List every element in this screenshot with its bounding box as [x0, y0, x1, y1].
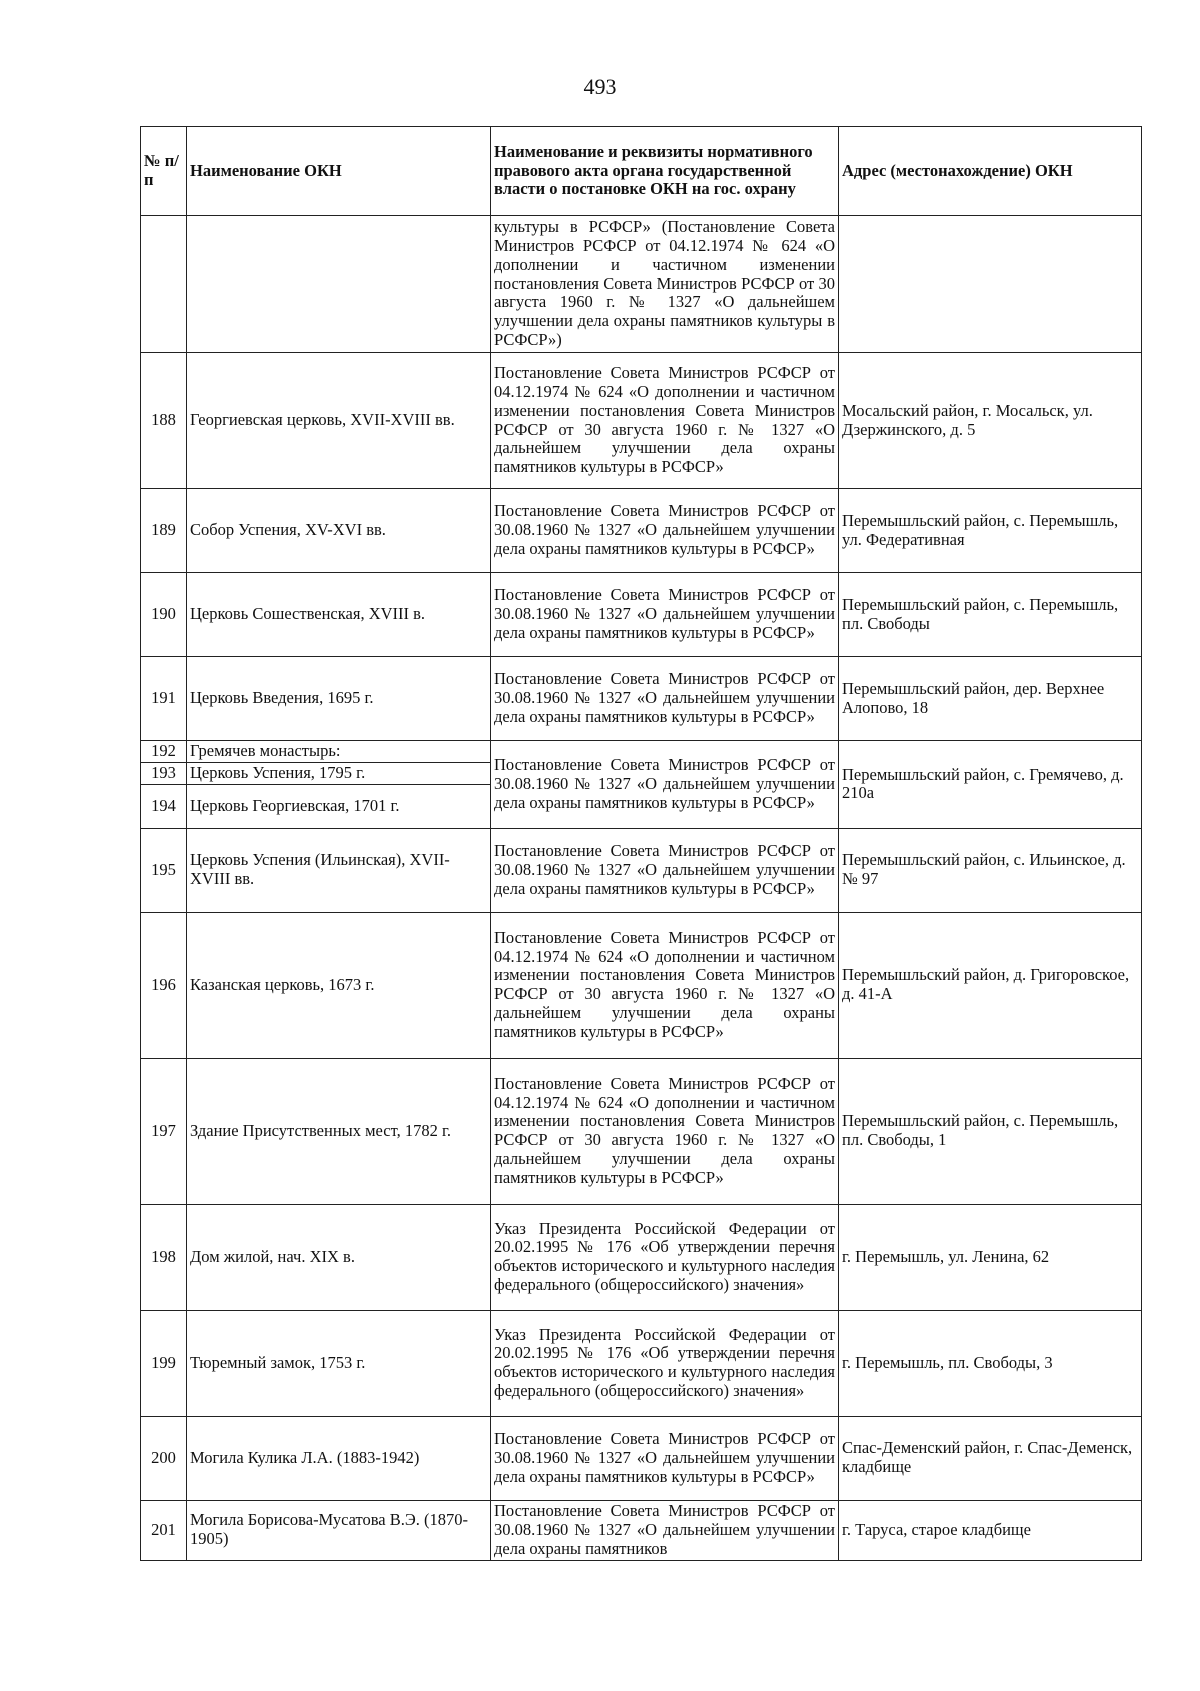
row-number: 188 — [141, 353, 187, 489]
table-row — [141, 657, 1142, 741]
row-address — [839, 216, 1142, 353]
row-number: 196 — [141, 912, 187, 1058]
row-address: г. Перемышль, пл. Свободы, 3 — [839, 1310, 1142, 1416]
row-number: 194 — [141, 784, 187, 828]
row-name: Могила Борисова-Мусатова В.Э. (1870-1905) — [187, 1500, 491, 1560]
table-row — [141, 216, 1142, 353]
row-number: 195 — [141, 828, 187, 912]
row-number: 192 — [141, 741, 187, 763]
row-act: Указ Президента Российской Федерации от 20.02.1995 № 176 «Об утверждении перечня объектов исторического и культурного наследия федерального (общероссийского) значения» — [491, 1310, 839, 1416]
row-act: Постановление Совета Министров РСФСР от 30.08.1960 № 1327 «О дальнейшем улучшении дела охраны памятников культуры в РСФСР» — [491, 573, 839, 657]
row-name: Дом жилой, нач. XIX в. — [187, 1204, 491, 1310]
row-name: Церковь Сошественская, XVIII в. — [187, 573, 491, 657]
table-row — [141, 1310, 1142, 1416]
row-act: культуры в РСФСР» (Постановление Совета Министров РСФСР от 04.12.1974 № 624 «О дополнении и частичном изменении постановления Совета Министров РСФСР от 30 августа 1960 г. № 1327 «О дальнейшем улучшении дела охраны памятников культуры в РСФСР») — [491, 216, 839, 353]
row-number: 199 — [141, 1310, 187, 1416]
header-number: № п/п — [141, 127, 187, 216]
row-address: Мосальский район, г. Мосальск, ул. Дзержинского, д. 5 — [839, 353, 1142, 489]
row-act: Постановление Совета Министров РСФСР от 30.08.1960 № 1327 «О дальнейшем улучшении дела охраны памятников культуры в РСФСР» — [491, 489, 839, 573]
row-name: Тюремный замок, 1753 г. — [187, 1310, 491, 1416]
row-name: Здание Присутственных мест, 1782 г. — [187, 1058, 491, 1204]
row-act: Постановление Совета Министров РСФСР от 30.08.1960 № 1327 «О дальнейшем улучшении дела охраны памятников культуры в РСФСР» — [491, 1416, 839, 1500]
header-address: Адрес (местонахождение) ОКН — [839, 127, 1142, 216]
row-name: Могила Кулика Л.А. (1883-1942) — [187, 1416, 491, 1500]
table-row — [141, 912, 1142, 1058]
row-address: Спас-Деменский район, г. Спас-Деменск, кладбище — [839, 1416, 1142, 1500]
row-number: 198 — [141, 1204, 187, 1310]
heritage-registry-table — [140, 126, 1142, 1561]
group-address: Перемышльский район, с. Гремячево, д. 210а — [839, 741, 1142, 829]
row-address: г. Таруса, старое кладбище — [839, 1500, 1142, 1560]
row-act: Постановление Совета Министров РСФСР от 04.12.1974 № 624 «О дополнении и частичном изменении постановления Совета Министров РСФСР от 30 августа 1960 г. № 1327 «О дальнейшем улучшении дела охраны памятников культуры в РСФСР» — [491, 353, 839, 489]
header-act: Наименование и реквизиты нормативного правового акта органа государственной власти о постановке ОКН на гос. охрану — [491, 127, 839, 216]
table-row — [141, 489, 1142, 573]
row-address: Перемышльский район, с. Перемышль, пл. Свободы — [839, 573, 1142, 657]
row-act: Постановление Совета Министров РСФСР от 30.08.1960 № 1327 «О дальнейшем улучшении дела охраны памятников культуры в РСФСР» — [491, 657, 839, 741]
table-row — [141, 1204, 1142, 1310]
row-address: Перемышльский район, д. Григоровское, д. 41-А — [839, 912, 1142, 1058]
row-act: Постановление Совета Министров РСФСР от 04.12.1974 № 624 «О дополнении и частичном изменении постановления Совета Министров РСФСР от 30 августа 1960 г. № 1327 «О дальнейшем улучшении дела охраны памятников культуры в РСФСР» — [491, 912, 839, 1058]
row-name: Церковь Георгиевская, 1701 г. — [187, 784, 491, 828]
row-name: Церковь Успения (Ильинская), XVII-XVIII вв. — [187, 828, 491, 912]
table-header-row — [141, 127, 1142, 216]
row-name: Георгиевская церковь, XVII-XVIII вв. — [187, 353, 491, 489]
row-number: 190 — [141, 573, 187, 657]
row-address: г. Перемышль, ул. Ленина, 62 — [839, 1204, 1142, 1310]
page-number: 493 — [583, 74, 617, 99]
group-act: Постановление Совета Министров РСФСР от 30.08.1960 № 1327 «О дальнейшем улучшении дела охраны памятников культуры в РСФСР» — [491, 741, 839, 829]
row-number: 200 — [141, 1416, 187, 1500]
row-name: Казанская церковь, 1673 г. — [187, 912, 491, 1058]
table-row — [141, 1416, 1142, 1500]
row-act: Указ Президента Российской Федерации от 20.02.1995 № 176 «Об утверждении перечня объектов исторического и культурного наследия федерального (общероссийского) значения» — [491, 1204, 839, 1310]
row-address: Перемышльский район, с. Ильинское, д. № 97 — [839, 828, 1142, 912]
header-name: Наименование ОКН — [187, 127, 491, 216]
table-row — [141, 573, 1142, 657]
row-number: 189 — [141, 489, 187, 573]
row-number: 193 — [141, 762, 187, 784]
row-act: Постановление Совета Министров РСФСР от 30.08.1960 № 1327 «О дальнейшем улучшении дела охраны памятников — [491, 1500, 839, 1560]
row-act: Постановление Совета Министров РСФСР от 30.08.1960 № 1327 «О дальнейшем улучшении дела охраны памятников культуры в РСФСР» — [491, 828, 839, 912]
row-name: Церковь Введения, 1695 г. — [187, 657, 491, 741]
row-act: Постановление Совета Министров РСФСР от 04.12.1974 № 624 «О дополнении и частичном изменении постановления Совета Министров РСФСР от 30 августа 1960 г. № 1327 «О дальнейшем улучшении дела охраны памятников культуры в РСФСР» — [491, 1058, 839, 1204]
row-name: Собор Успения, XV-XVI вв. — [187, 489, 491, 573]
row-number — [141, 216, 187, 353]
table-row — [141, 1500, 1142, 1560]
table-row — [141, 353, 1142, 489]
row-name: Церковь Успения, 1795 г. — [187, 762, 491, 784]
row-name: Гремячев монастырь: — [187, 741, 491, 763]
row-number: 197 — [141, 1058, 187, 1204]
table-row — [141, 741, 1142, 763]
row-number: 191 — [141, 657, 187, 741]
row-number: 201 — [141, 1500, 187, 1560]
row-address: Перемышльский район, с. Перемышль, пл. Свободы, 1 — [839, 1058, 1142, 1204]
row-name — [187, 216, 491, 353]
table-row — [141, 828, 1142, 912]
row-address: Перемышльский район, дер. Верхнее Алопово, 18 — [839, 657, 1142, 741]
table-row — [141, 1058, 1142, 1204]
row-address: Перемышльский район, с. Перемышль, ул. Федеративная — [839, 489, 1142, 573]
